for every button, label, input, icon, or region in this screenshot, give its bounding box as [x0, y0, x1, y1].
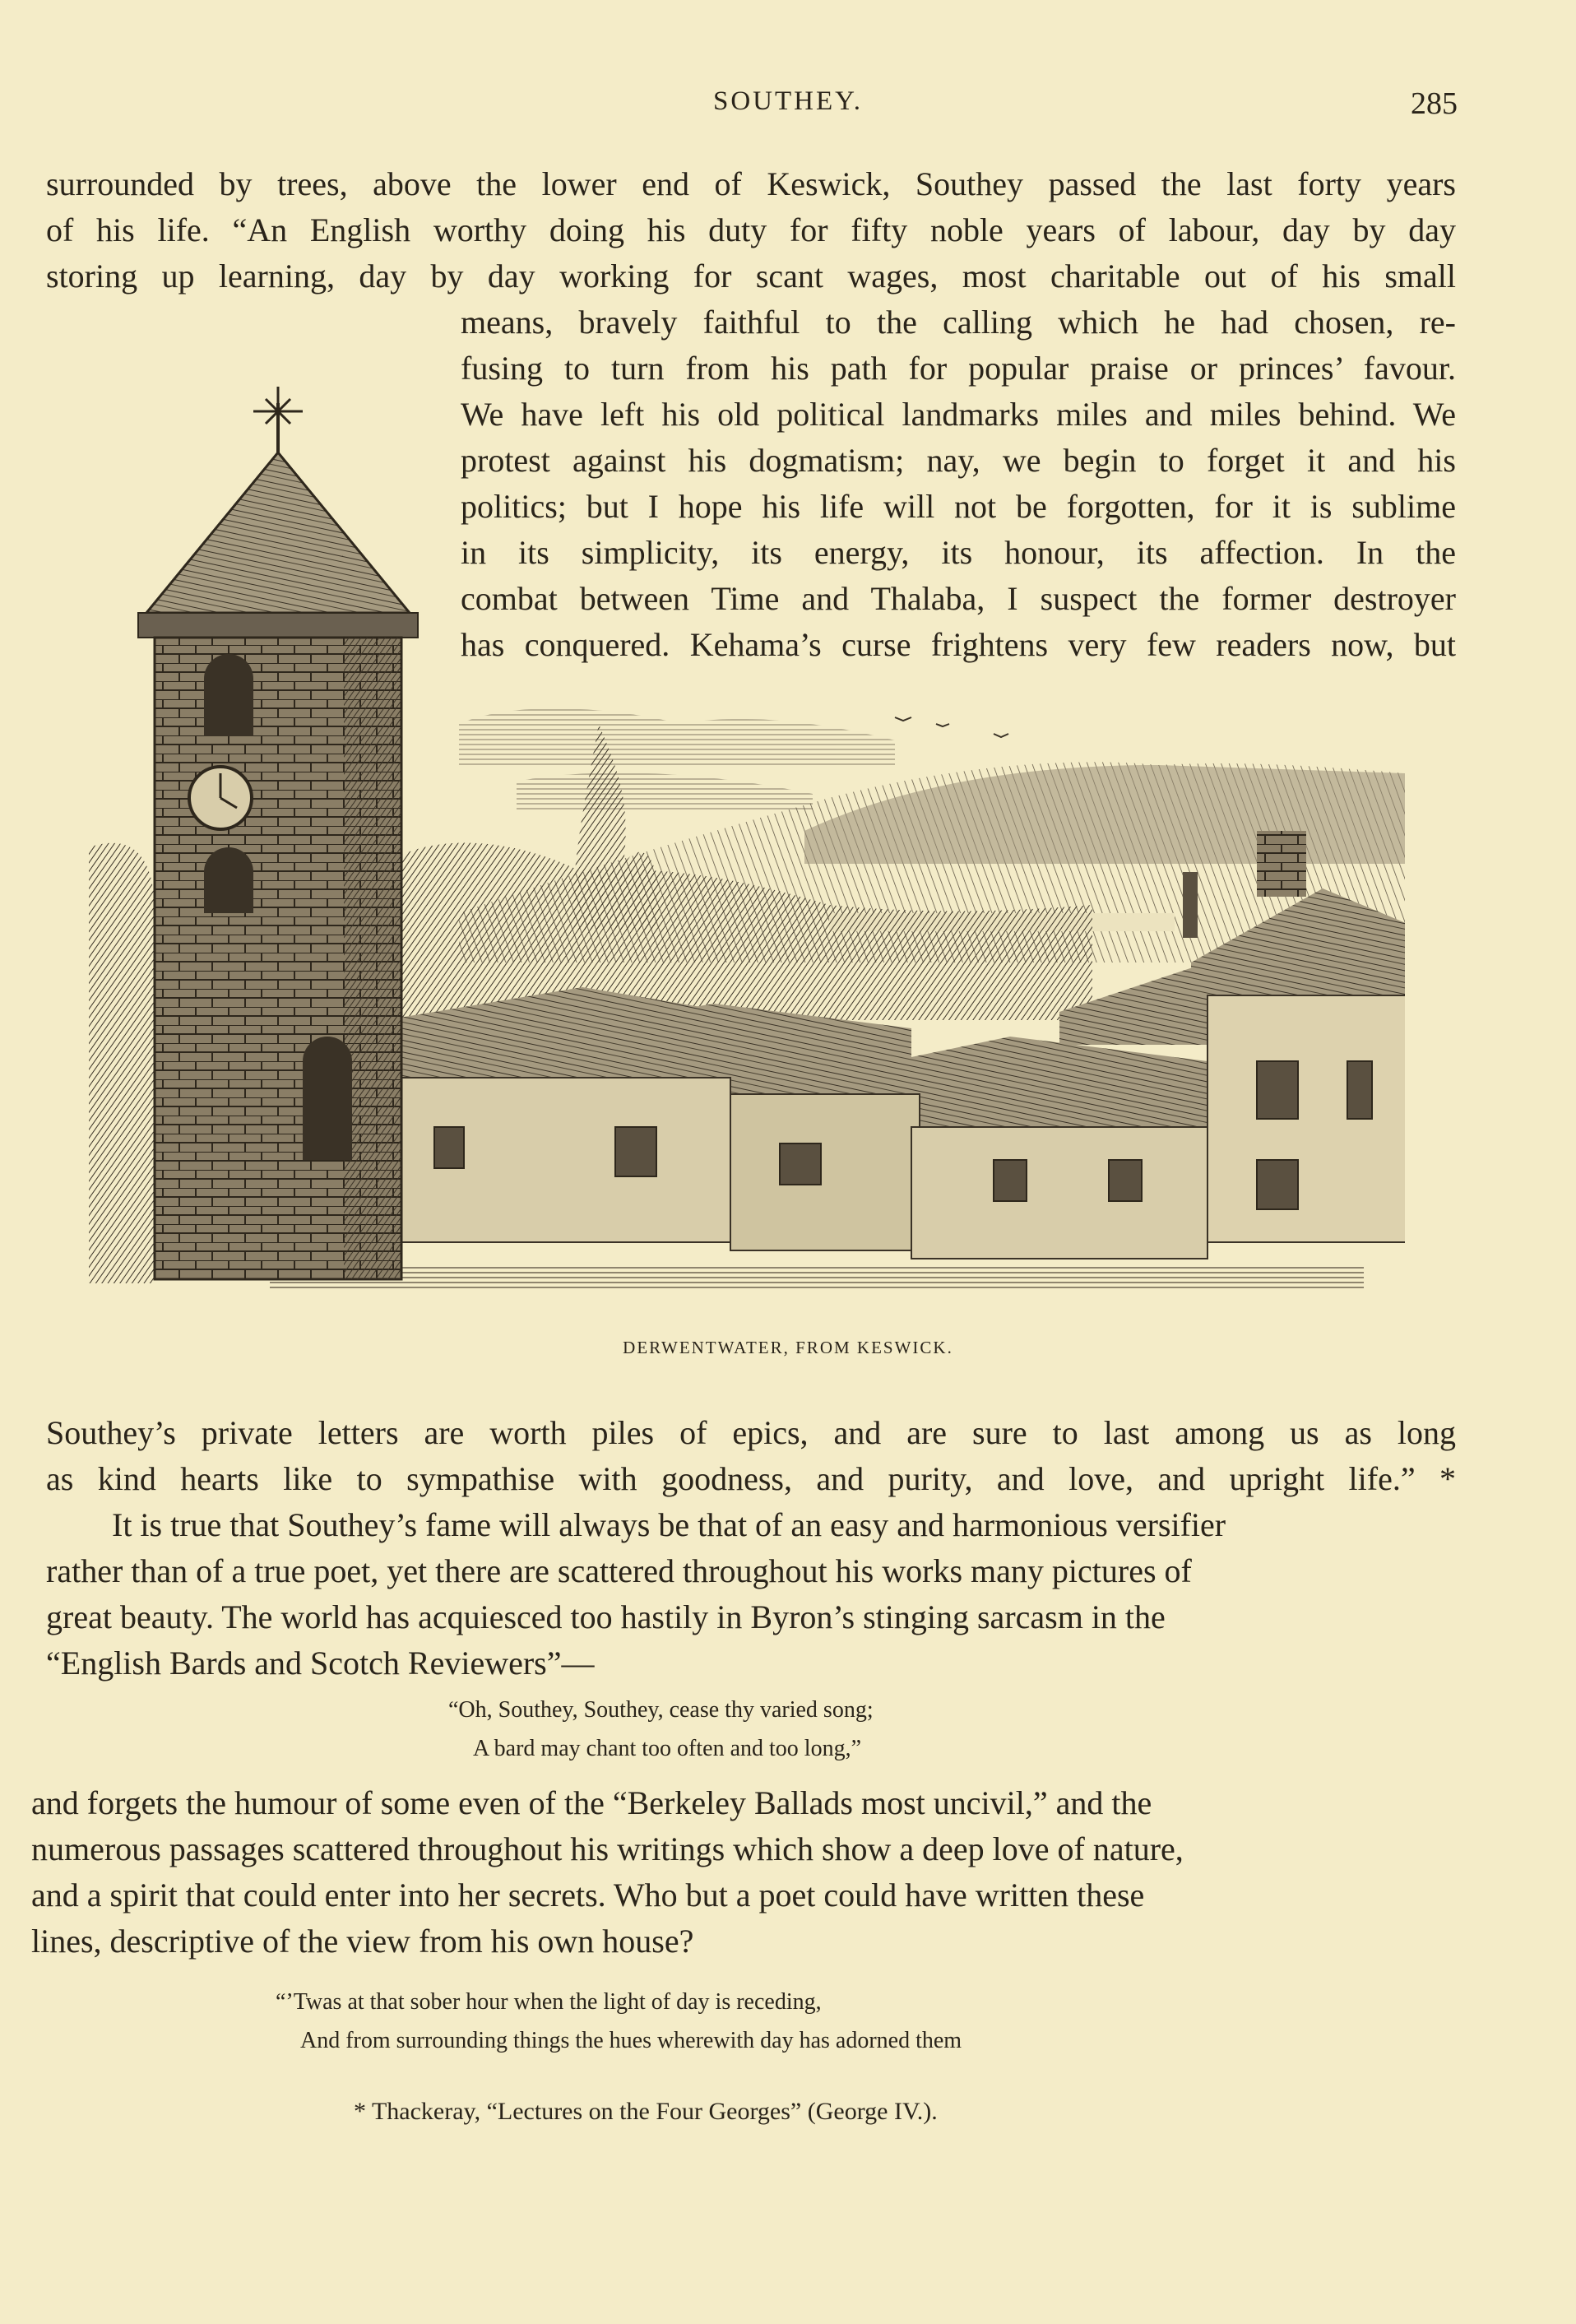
- text-line: rather than of a true poet, yet there are scattered throughout his works many pictures of: [46, 1552, 1192, 1589]
- text-line: protest against his dogmatism; nay, we begin to forget it and his: [461, 442, 1456, 479]
- paragraph-versifier: [46, 1502, 1456, 1686]
- running-head: SOUTHEY.: [713, 86, 863, 116]
- text-line: great beauty. The world has acquiesced too hastily in Byron’s stinging sarcasm in the: [46, 1598, 1166, 1635]
- text-line: combat between Time and Thalaba, I suspect the former destroyer: [461, 580, 1456, 617]
- verse-line: “Oh, Southey, Southey, cease thy varied song;: [448, 1697, 874, 1723]
- intro-paragraph: [46, 161, 1456, 299]
- figure-caption: DERWENTWATER, FROM KESWICK.: [623, 1338, 953, 1357]
- text-line: Southey’s private letters are worth piles of epics, and are sure to last among us as long: [46, 1414, 1456, 1451]
- text-line: has conquered. Kehama’s curse frightens very few readers now, but: [461, 626, 1456, 663]
- text-line: and a spirit that could enter into her secrets. Who but a poet could have written these: [31, 1876, 1145, 1913]
- byron-quotation: [448, 1691, 874, 1768]
- continuation-paragraph: [46, 1410, 1456, 1502]
- text-line: “English Bards and Scotch Reviewers”—: [46, 1644, 595, 1682]
- text-line: fusing to turn from his path for popular praise or princes’ favour.: [461, 350, 1456, 387]
- verse-line: And from surrounding things the hues wherewith day has adorned them: [300, 2028, 962, 2053]
- text-line: We have left his old political landmarks miles and miles behind. We: [461, 396, 1456, 433]
- keswick-engraving: [89, 337, 1405, 1324]
- verse-line: “’Twas at that sober hour when the light of day is receding,: [276, 1989, 822, 2015]
- footnote: * Thackeray, “Lectures on the Four Georges” (George IV.).: [354, 2098, 938, 2125]
- text-line: means, bravely faithful to the calling which he had chosen, re-: [461, 304, 1456, 341]
- text-line: surrounded by trees, above the lower end of Keswick, Southey passed the last forty years: [46, 165, 1456, 202]
- text-line: numerous passages scattered throughout his writings which show a deep love of nature,: [31, 1830, 1184, 1867]
- text-line: storing up learning, day by day working for scant wages, most charitable out of his small: [46, 257, 1456, 295]
- paragraph-humour: [31, 1780, 1456, 1964]
- page-number: 285: [1411, 86, 1458, 121]
- text-line: of his life. “An English worthy doing his duty for fifty noble years of labour, day by day: [46, 211, 1456, 248]
- text-line: and forgets the humour of some even of the “Berkeley Ballads most uncivil,” and the: [31, 1784, 1152, 1821]
- southey-quotation: [276, 1983, 962, 2060]
- text-line: in its simplicity, its energy, its honour, its affection. In the: [461, 534, 1456, 571]
- text-line: politics; but I hope his life will not be forgotten, for it is sublime: [461, 488, 1456, 525]
- text-line: It is true that Southey’s fame will always be that of an easy and harmonious versifier: [112, 1506, 1226, 1543]
- engraving-illustration: [89, 337, 1405, 1324]
- text-line: as kind hearts like to sympathise with goodness, and purity, and love, and upright life.” *: [46, 1460, 1456, 1497]
- verse-line: A bard may chant too often and too long,”: [473, 1736, 861, 1761]
- text-line: lines, descriptive of the view from his own house?: [31, 1923, 694, 1960]
